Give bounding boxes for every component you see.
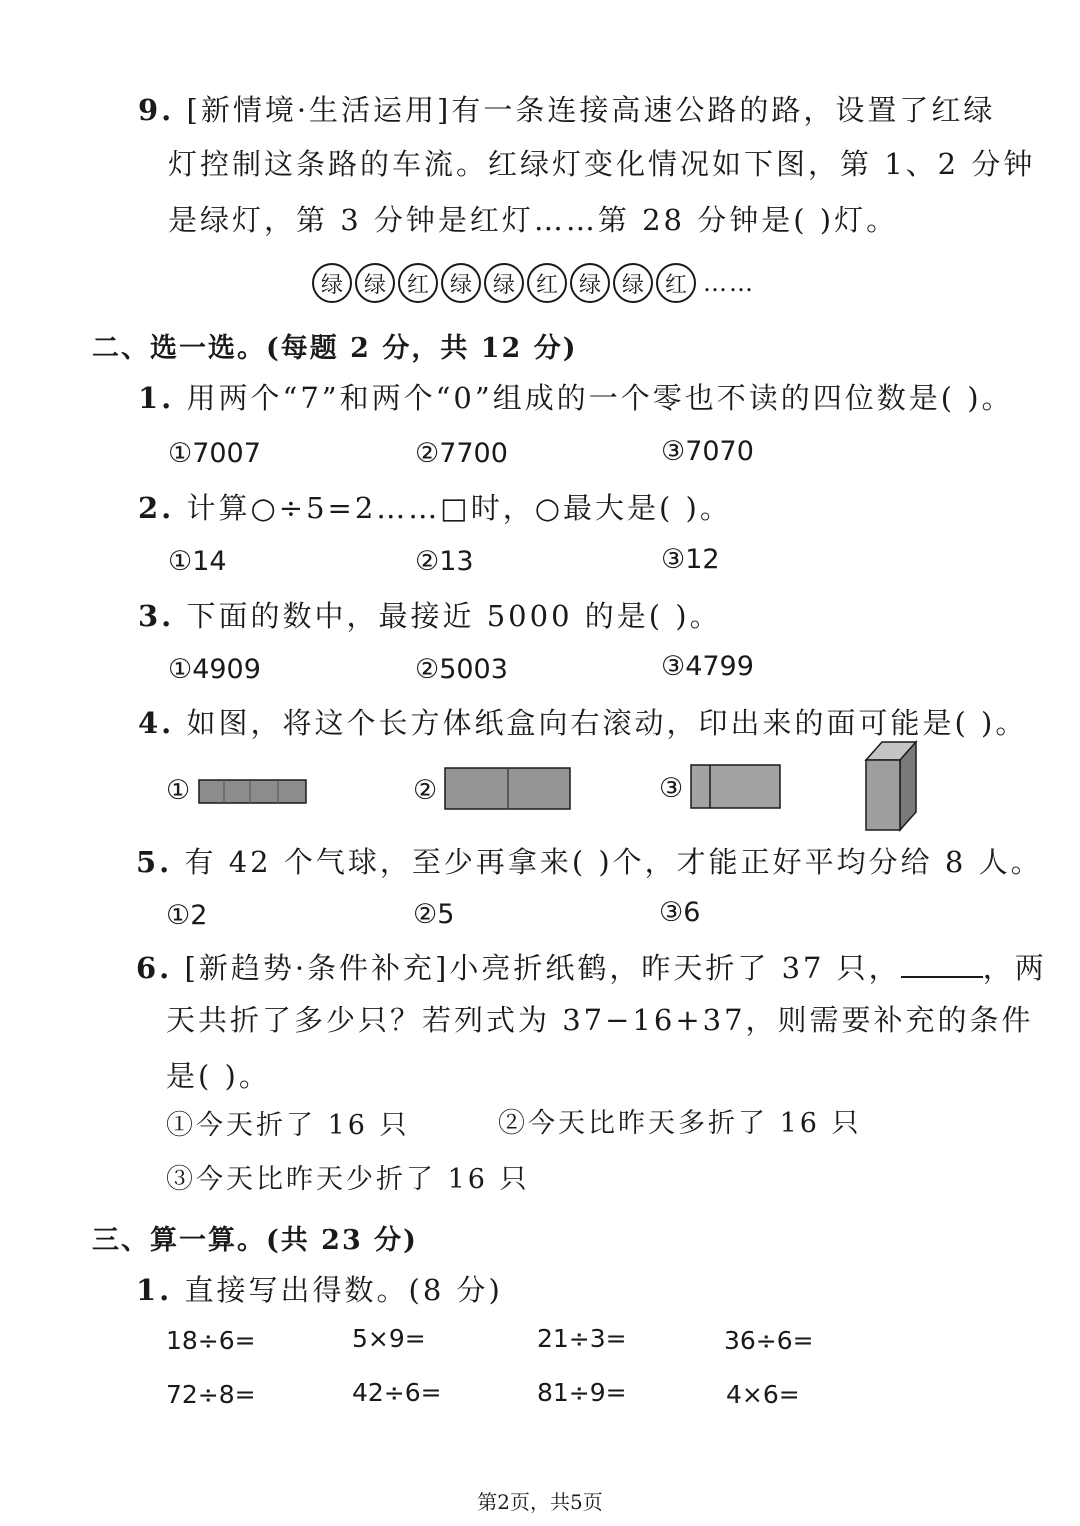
q9-text-line2: 灯控制这条路的车流。红绿灯变化情况如下图，第 1、2 分钟 xyxy=(168,147,1036,181)
s2-q2 xyxy=(138,488,732,528)
s2-q6-text-line1b: ，两 xyxy=(982,951,1047,985)
s3-q1 xyxy=(136,1270,503,1310)
traffic-light-9: 红 xyxy=(656,263,696,303)
traffic-light-8: 绿 xyxy=(613,263,653,303)
s2-q6-text-line1a: [新趋势·条件补充]小亮折纸鹤，昨天折了 37 只， xyxy=(184,951,901,985)
s2-q6-text-line3: 是( )。 xyxy=(166,1059,271,1093)
s2-q4 xyxy=(138,703,1027,743)
traffic-light-4: 绿 xyxy=(441,263,481,303)
s2-q1-option-2: ②7700 xyxy=(415,438,508,469)
s2-q2-option-3: ③12 xyxy=(661,544,720,575)
calc-1-3: 21÷3= xyxy=(537,1324,627,1353)
s2-q3-option-3: ③4799 xyxy=(661,651,754,682)
s2-q4-number: 4. xyxy=(138,706,175,740)
s2-q1-number: 1. xyxy=(138,381,175,415)
s2-q3-number: 3. xyxy=(138,599,175,633)
traffic-light-7: 绿 xyxy=(570,263,610,303)
traffic-light-2: 绿 xyxy=(355,263,395,303)
calc-1-2: 5×9= xyxy=(352,1324,426,1353)
q9-text-line3: 是绿灯，第 3 分钟是红灯……第 28 分钟是( )灯。 xyxy=(168,203,899,237)
s2-q4-option-2-label: ② xyxy=(413,775,438,806)
s3-q1-number: 1. xyxy=(136,1273,173,1307)
traffic-light-3: 红 xyxy=(398,263,438,303)
traffic-light-1: 绿 xyxy=(312,263,352,303)
s2-q1 xyxy=(138,378,1014,418)
s2-q4-option-2-face-image xyxy=(444,767,572,811)
q9-line1 xyxy=(138,90,995,130)
calc-2-2: 42÷6= xyxy=(352,1378,442,1407)
s2-q5-option-1: ①2 xyxy=(166,900,208,931)
s2-q2-number: 2. xyxy=(138,491,175,525)
s2-q1-option-3: ③7070 xyxy=(661,436,754,467)
calc-2-1: 72÷8= xyxy=(166,1380,256,1409)
q9-number: 9. xyxy=(138,93,175,127)
s2-q2-option-2: ②13 xyxy=(415,546,474,577)
calc-1-1: 18÷6= xyxy=(166,1326,256,1355)
traffic-light-ellipsis: …… xyxy=(703,269,755,297)
s2-q4-option-1-face-image xyxy=(198,779,308,805)
s2-q4-option-3-label: ③ xyxy=(659,773,684,804)
s2-q5-number: 5. xyxy=(136,845,173,879)
s2-q6-option-3: ③今天比昨天少折了 16 只 xyxy=(166,1164,530,1195)
section3-title: 三、算一算。(共 23 分) xyxy=(92,1225,418,1256)
s2-q6-text-line2: 天共折了多少只？若列式为 37−16+37，则需要补充的条件 xyxy=(166,1003,1034,1037)
s2-q4-text: 如图，将这个长方体纸盒向右滚动，印出来的面可能是( )。 xyxy=(186,706,1028,740)
calc-2-4: 4×6= xyxy=(726,1380,800,1409)
s2-q2-option-1: ①14 xyxy=(168,546,227,577)
s2-q6-line1 xyxy=(136,948,1047,988)
page-footer: 第2页，共5页 xyxy=(477,1490,603,1514)
calc-2-3: 81÷9= xyxy=(537,1378,627,1407)
s2-q6-option-1: ①今天折了 16 只 xyxy=(166,1110,410,1141)
s2-q1-text: 用两个“7”和两个“0”组成的一个零也不读的四位数是( )。 xyxy=(186,381,1014,415)
s2-q3-option-2: ②5003 xyxy=(415,654,508,685)
traffic-light-6: 红 xyxy=(527,263,567,303)
s2-q1-option-1: ①7007 xyxy=(168,438,261,469)
s2-q6-number: 6. xyxy=(136,951,173,985)
s2-q5-option-3: ③6 xyxy=(659,897,701,928)
s2-q3-text: 下面的数中，最接近 5000 的是( )。 xyxy=(186,599,722,633)
s2-q2-text: 计算○÷5=2……□时，○最大是( )。 xyxy=(186,491,732,525)
s2-q4-option-3-face-image xyxy=(690,764,782,810)
q9-text-line1: [新情境·生活运用]有一条连接高速公路的路，设置了红绿 xyxy=(186,93,996,127)
s2-q3-option-1: ①4909 xyxy=(168,654,261,685)
s2-q6-fill-blank[interactable] xyxy=(901,950,983,978)
s2-q3 xyxy=(138,596,722,636)
section2-title: 二、选一选。(每题 2 分，共 12 分) xyxy=(92,333,578,364)
traffic-light-5: 绿 xyxy=(484,263,524,303)
s2-q5-text: 有 42 个气球，至少再拿来( )个，才能正好平均分给 8 人。 xyxy=(184,845,1043,879)
s3-q1-text: 直接写出得数。(8 分) xyxy=(184,1273,503,1307)
traffic-light-sequence xyxy=(312,263,755,303)
s2-q6-option-2: ②今天比昨天多折了 16 只 xyxy=(498,1108,862,1139)
s2-q5 xyxy=(136,842,1043,882)
s2-q5-option-2: ②5 xyxy=(413,899,455,930)
s2-q4-option-1-label: ① xyxy=(166,775,191,806)
calc-1-4: 36÷6= xyxy=(724,1326,814,1355)
cuboid-box-image xyxy=(862,740,918,832)
